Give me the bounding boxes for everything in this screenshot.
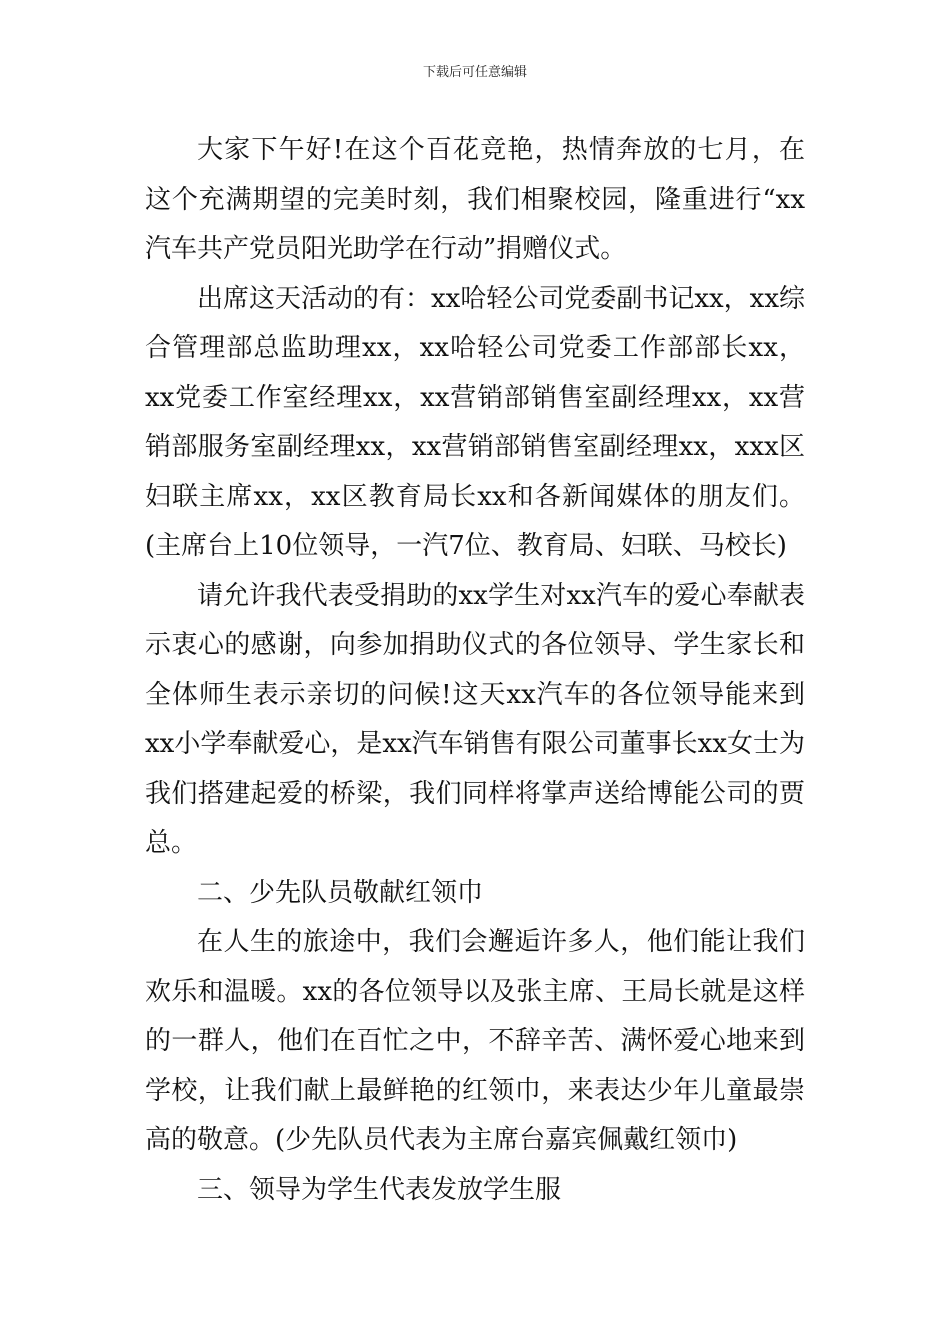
paragraph-attendees: 出席这天活动的有：xx哈轻公司党委副书记xx，xx综合管理部总监助理xx，xx哈轻公司党委工作部部长xx，xx党委工作室经理xx，xx营销部销售室副经理xx，xx营销部服务室副经理xx，xx营销部销售室副经理xx，xxx区妇联主席xx，xx区教育局长xx和各新闻媒体的朋友们。(主席台上10位领导，一汽7位、教育局、妇联、马校长) [145, 283, 805, 561]
page-header: 下载后可任意编辑 [422, 65, 527, 80]
paragraph-greeting: 大家下午好!在这个百花竞艳，热情奔放的七月，在这个充满期望的完美时刻，我们相聚校园，隆重进行“xx汽车共产党员阳光助学在行动”捐赠仪式。 [145, 135, 805, 264]
document-body [145, 126, 805, 1215]
section-heading-uniforms: 三、领导为学生代表发放学生服 [197, 1174, 562, 1205]
paragraph-red-scarf: 在人生的旅途中，我们会邂逅许多人，他们能让我们欢乐和温暖。xx的各位领导以及张主席、王局长就是这样的一群人，他们在百忙之中，不辞辛苦、满怀爱心地来到学校，让我们献上最鲜艳的红领巾，来表达少年儿童最崇高的敬意。(少先队员代表为主席台嘉宾佩戴红领巾) [145, 927, 805, 1155]
section-heading-red-scarf: 二、少先队员敬献红领巾 [197, 877, 484, 908]
paragraph-thanks: 请允许我代表受捐助的xx学生对xx汽车的爱心奉献表示衷心的感谢，向参加捐助仪式的各位领导、学生家长和全体师生表示亲切的问候!这天xx汽车的各位领导能来到xx小学奉献爱心，是xx汽车销售有限公司董事长xx女士为我们搭建起爱的桥梁，我们同样将掌声送给博能公司的贾总。 [145, 580, 805, 858]
